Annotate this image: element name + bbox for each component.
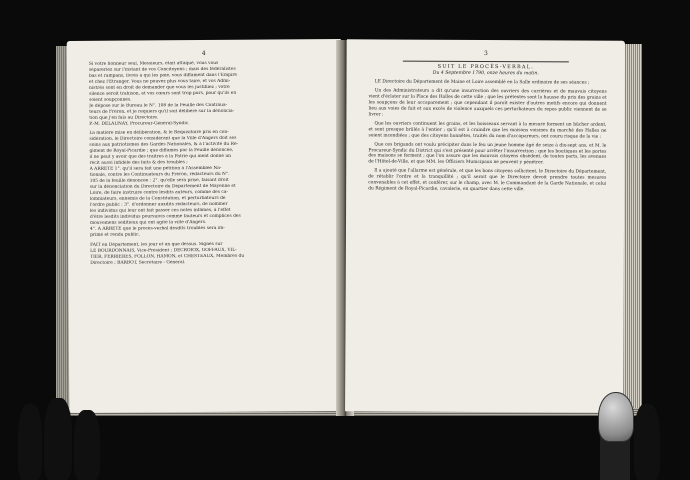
- text-line: l'ordre public : 3°. d'ordonner auxdits rédacteurs, de nommer: [89, 201, 228, 208]
- paragraph: Que ces brigands ont voulu précipiter dans le feu un jeune homme âgé de seize à dix-sept ans, et M. le Procureur-Syndic du District qui s'est présenté pour arrêter l'insurrection ; que les boutiques et les portes des maisons se ferment ; que l'on assure que les mauvais citoyens obsèdent, de toutes parts, les avenues de l'Hôtel-de-Ville, et que MM. les Officiers Municipaux ne peuvent y pénétrer.: [368, 141, 607, 166]
- text-line: giment de Royal-Picardie ; que diffamés par la Feuille dénoncée,: [89, 148, 234, 155]
- text-line: et chez l'Étranger. Vous ne pouvez plus vous taire, et vos Admi-: [88, 78, 231, 85]
- thimble-thumb: [598, 392, 634, 442]
- text-line: FAIT en Département, les jour et an que dessus. Signés sur: [90, 241, 223, 248]
- text-line: soins aux patriotismes des Gardes Nationales, & à l'activité du Ré-: [89, 142, 239, 149]
- text-line: lomniateurs, ennemis de la Constitution, et perturbateurs de: [89, 195, 226, 202]
- text-line: primé et rendu public.: [90, 232, 140, 238]
- paragraph: Un des Administrateurs a dit qu'une insurrection des ouvriers des carrières et de mauvais citoyens vient d'éclater sur la Place des Halles de cette ville ; que les prétextes sont la hausse du prix des grains et les soupçons de leur accaparement ; que cependant il paroît exister d'autres motifs encore qui donnent lieu aux voies de fait et aux excès de violence auxquels ces perturbateurs du repos public viennent de se livrer :: [368, 88, 607, 118]
- text-line: LE BOURDONNAIS, Vice-Président ; DECROIOX, GOFFAUX, VIL-: [90, 247, 237, 254]
- right-page-number: 3: [483, 49, 488, 58]
- text-line: nistrés sont en droit de demander que vous les justifiiez ; votre: [89, 84, 230, 91]
- left-page: [67, 39, 344, 413]
- section-title: SUIT LE PROCÈS-VERBAL.: [437, 63, 535, 71]
- text-line: sur la dénonciation du Directoire du Département de Mayenne et: [89, 183, 236, 190]
- text-line: bas et rampans, livrés à qui les paie, vous diffament dans l'Empire: [88, 72, 238, 79]
- left-page-text: [67, 60, 342, 266]
- text-line: Loire, de faire instruire contre lesdits auteurs, comme des ca-: [89, 189, 228, 196]
- paragraph: LE Directoire du Département de Maine et Loire assemblé en la Salle ordinaire de ses séances ;: [374, 79, 590, 86]
- text-line: Si votre honneur seul, Messieurs, était attaqué, vous vous: [88, 60, 219, 67]
- text-line: Directoire ; BARBOT, Secrétaire - Général.: [90, 259, 186, 266]
- paragraph: Que les ouvriers continuent les grains, et les boisseaux servant à la mesure forment un bûcher ardent, et sont presque brûlés à l'entier ; qu'il est à craindre que les maisons voisines du marché des Halles ne soient incendiées ; que des citoyens honnêtes, traités du nom d'accapareurs, ont couru risque de la vie :: [368, 121, 607, 140]
- text-line: Je dépose sur le Bureau le N°. 108 de la Feuille des Continua-: [89, 102, 228, 109]
- left-page-number: 4: [201, 49, 206, 58]
- text-line: il ne peut y avoir que des traîtres à la Patrie qui aient donné un: [89, 154, 232, 161]
- right-finger: [634, 404, 660, 480]
- text-line: sépareriez sur l'instant de vos Concitoyens ; mais des fédéralistes: [88, 66, 236, 73]
- text-line: récit aussi infidèle des faits & des troubles ;: [89, 160, 188, 167]
- left-finger-2: [44, 398, 72, 480]
- text-line: TIER, FERRIÈRES, FOLLON, HAMON, et CHESTEAUX, Membres du: [90, 253, 245, 260]
- text-line: La matière mise en délibération, & le Réquisitoire pris en con-: [89, 130, 229, 137]
- text-line: A ARRÊTÉ 1°. qu'il sera fait une pétition à l'Assemblée Na-: [89, 166, 222, 173]
- text-line: sidération, le Directoire considérant que la Ville d'Angers doit ses: [89, 136, 237, 143]
- text-line: soient soupçonnés.: [89, 97, 132, 103]
- title-rule: [402, 61, 569, 63]
- text-line: les individus qui leur ont fait passer ces notes infâmes, à l'effet: [89, 207, 231, 214]
- text-line: 4°. A ARRÊTÉ que le procès-verbal desdits troubles sera im-: [90, 225, 225, 232]
- right-page: [345, 39, 625, 412]
- paragraph: Il a ajouté que l'allarme est générale, et que les bons citoyens sollicitent, le Directoire du Département, de rétablir l'ordre et la tranquillité ; qu'il seroit que le Directoire devoit prendre toutes mesures convenables à cet effet, et conférer, sur le champ, avec M. le Commandant de la Garde Nationale, et celui du Régiment de Royal-Picardie, cavalerie, en quartier dans cette ville.: [368, 168, 607, 193]
- left-finger-3: [74, 410, 100, 480]
- text-line: tion que j'en fais au Directoire.: [89, 114, 159, 121]
- text-line: teurs de Fréron, et je requiers qu'il soit délibéré sur la dénoncia-: [89, 108, 235, 115]
- text-line: tionale, contre les Continuateurs du Fréron, rédacteurs du N°.: [89, 171, 230, 178]
- text-line: 105 de la feuille dénoncée : 2°. qu'elle sera prise, faisant droit: [89, 177, 229, 184]
- text-line: silence seroit trahison, et vos cœurs sont trop purs, pour qu'ils en: [89, 90, 237, 97]
- section-date: Du 4 Septembre 1790, onze heures du matin.: [432, 70, 539, 77]
- right-page-text: [346, 79, 625, 194]
- left-finger-1: [18, 404, 42, 480]
- text-line: d'être lesdits individus poursuivis comme fauteurs et complices des: [89, 213, 241, 220]
- text-line: P.-M. DELAUNAY, Procureur-Général-Syndic.: [89, 120, 190, 127]
- text-line: mouvemens séditieux qui ont agité la ville d'Angers.: [89, 219, 207, 226]
